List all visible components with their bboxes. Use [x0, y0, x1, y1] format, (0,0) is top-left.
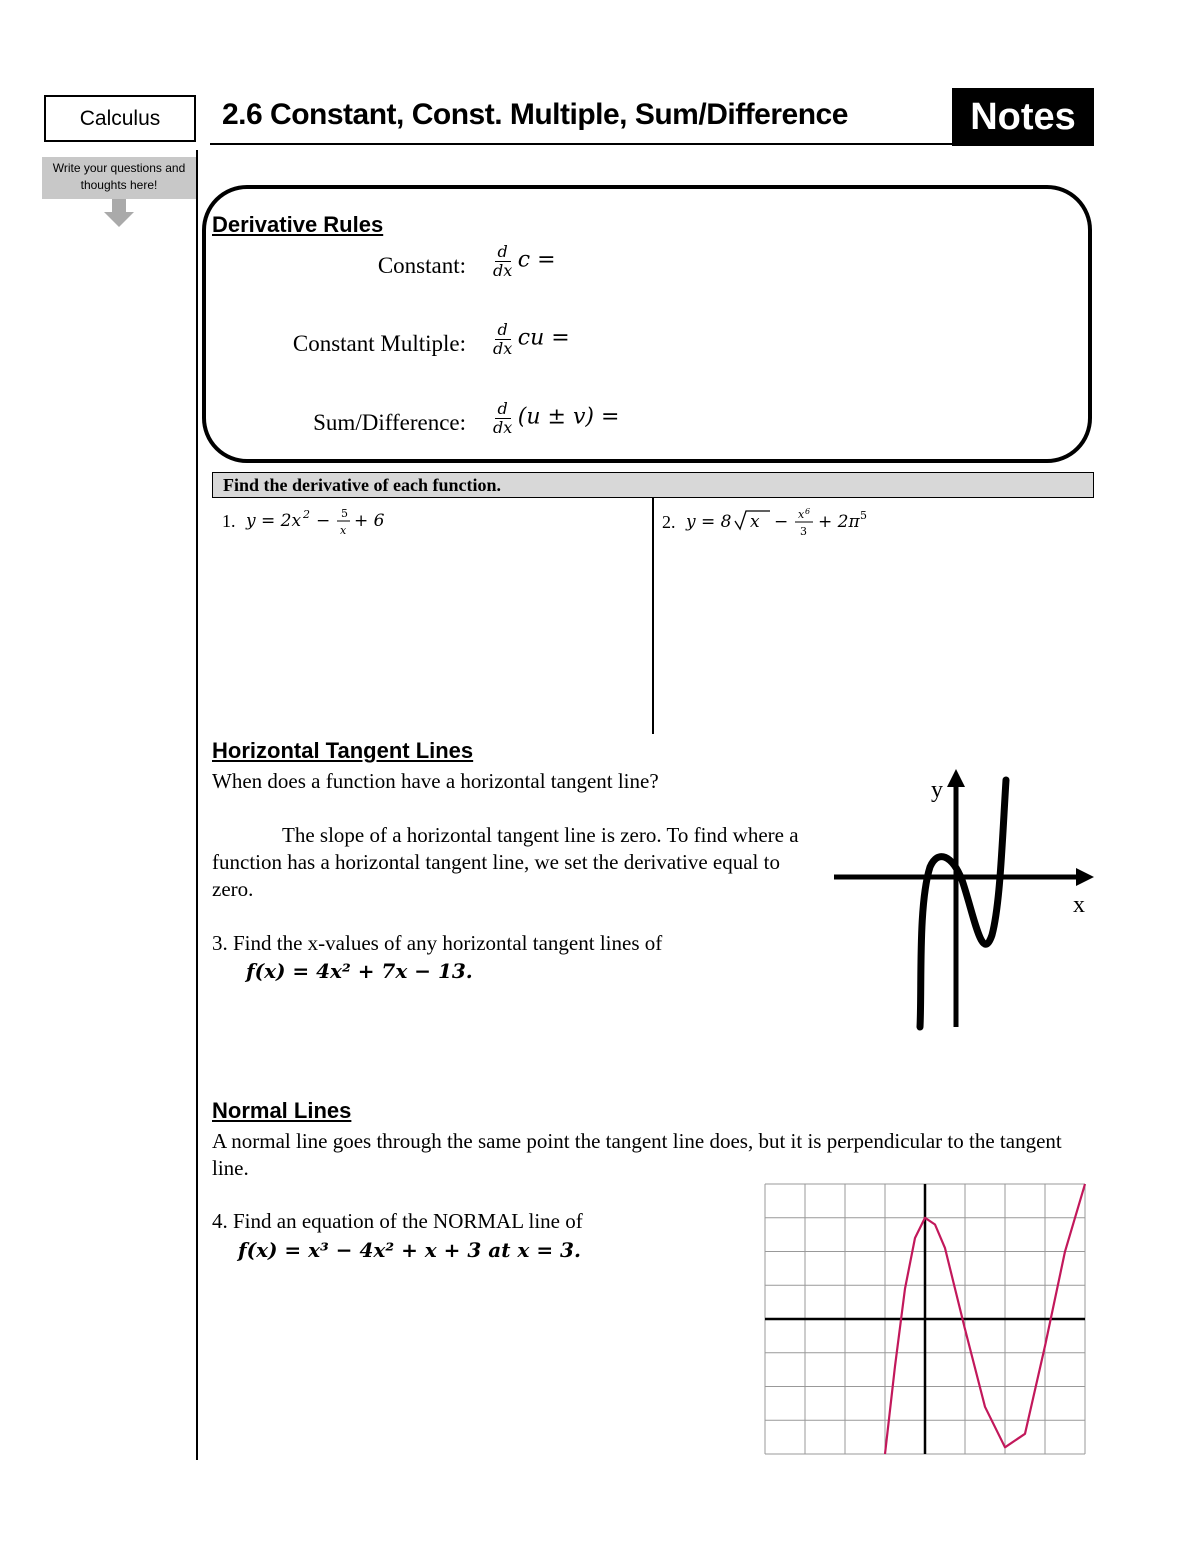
margin-note-callout: [42, 157, 196, 199]
svg-text:5: 5: [341, 507, 348, 520]
rule-label-sum: Sum/Difference:: [313, 410, 466, 435]
horizontal-tangent-heading: Horizontal Tangent Lines: [212, 738, 474, 763]
down-arrow-icon: [104, 199, 134, 229]
problem-4-function: f(x) = x³ − 4x² + x + 3 at x = 3.: [238, 1238, 581, 1262]
derivative-rules-heading: Derivative Rules: [212, 212, 384, 237]
svg-text:−: −: [774, 512, 789, 532]
svg-text:+ 2π: + 2π: [818, 512, 860, 532]
horizontal-explanation: The slope of a horizontal tangent line is zero. To find where a function has a horizontal tangent line, we set the derivative equal to zero.: [212, 823, 799, 901]
problem-2-number: 2.: [662, 512, 676, 533]
course-label: Calculus: [44, 95, 196, 142]
graph-x-label: x: [1073, 892, 1085, 918]
normal-lines-heading: Normal Lines: [212, 1098, 352, 1123]
rule-sum-difference: [493, 400, 619, 437]
frac-dx: dx: [493, 261, 513, 280]
notes-badge: Notes: [952, 88, 1094, 146]
problem-4-text: 4. Find an equation of the NORMAL line of: [212, 1209, 583, 1233]
svg-text:x: x: [340, 524, 347, 537]
margin-note-text: Write your questions and thoughts here!: [52, 161, 186, 192]
svg-text:x: x: [750, 512, 760, 532]
x-axis-arrow-icon: [1076, 868, 1094, 886]
cubic-sketch-graph: [830, 765, 1100, 1035]
horizontal-question: When does a function have a horizontal tangent line?: [212, 769, 659, 793]
problem-1: [222, 507, 430, 539]
svg-text:3: 3: [800, 525, 807, 538]
y-axis-arrow-icon: [947, 769, 965, 787]
rule-label-multiple: Constant Multiple:: [292, 331, 466, 356]
rule-constant-multiple: [493, 321, 570, 358]
problem-3-text: 3. Find the x-values of any horizontal tangent lines of: [212, 931, 663, 955]
graph-y-label: y: [931, 777, 943, 803]
problem-2: [662, 507, 910, 541]
frac-d: d: [495, 321, 511, 340]
svg-text:+ 6: + 6: [354, 511, 385, 531]
rule-expr-constant: c =: [517, 247, 556, 273]
rule-expr-multiple: cu =: [517, 325, 570, 351]
normal-description: A normal line goes through the same point the tangent line does, but it is perpendicular to the tangent line.: [212, 1129, 1062, 1180]
rule-label-constant: Constant:: [377, 253, 466, 278]
frac-dx: dx: [493, 339, 513, 358]
frac-d: d: [495, 243, 511, 262]
svg-text:6: 6: [805, 507, 811, 516]
svg-text:y = 8: y = 8: [686, 512, 732, 532]
problem-3-function: f(x) = 4x² + 7x − 13.: [246, 959, 473, 983]
rule-expr-sum: (u ± v) =: [517, 404, 620, 430]
page-title: 2.6 Constant, Const. Multiple, Sum/Difference: [222, 98, 848, 131]
svg-text:−: −: [316, 511, 331, 531]
instruction-bar: Find the derivative of each function.: [212, 472, 1094, 498]
cubic-grid-chart: [755, 1180, 1095, 1460]
problem-1-equation: [240, 507, 430, 539]
column-divider: [652, 498, 654, 734]
problem-2-equation: [680, 507, 910, 541]
frac-d: d: [495, 400, 511, 419]
frac-dx: dx: [493, 418, 513, 437]
svg-text:5: 5: [860, 509, 867, 522]
svg-text:y = 2x: y = 2x: [246, 511, 302, 531]
svg-text:2: 2: [303, 508, 310, 521]
svg-text:x: x: [798, 508, 805, 521]
problem-1-number: 1.: [222, 511, 236, 532]
rule-constant: [493, 243, 556, 280]
